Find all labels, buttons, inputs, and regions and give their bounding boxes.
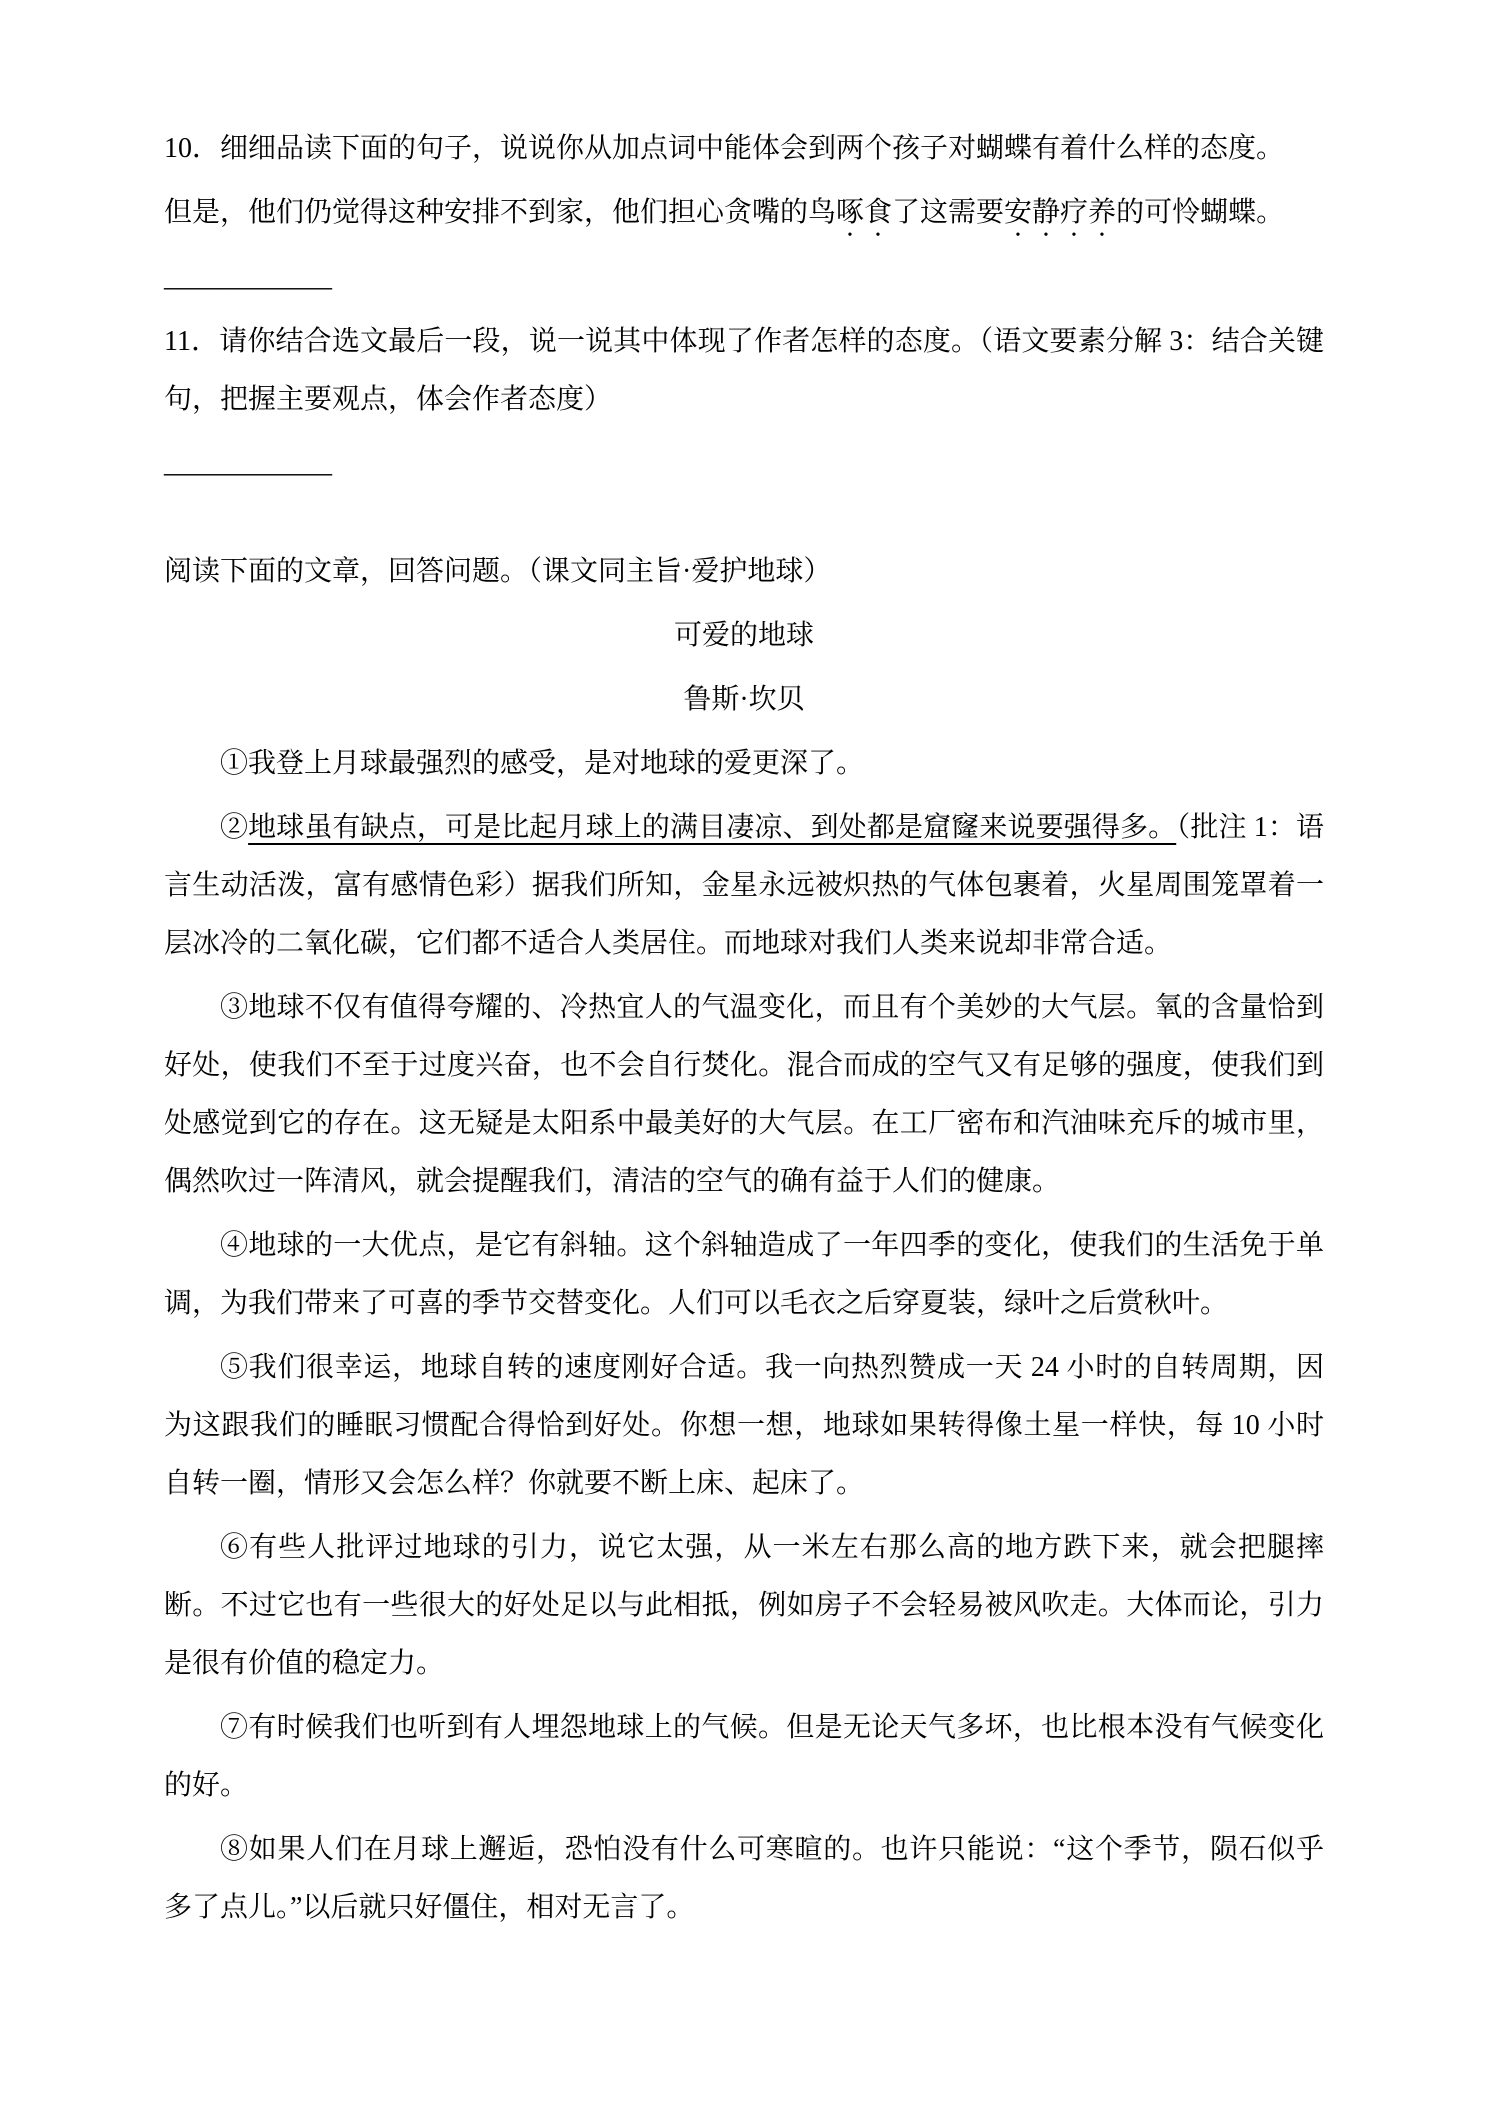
article-author-text: 鲁斯·坎贝	[683, 684, 805, 715]
q10-quote-segment-2: 了这需要	[892, 197, 1005, 228]
paragraph-5-text: ⑤我们很幸运，地球自转的速度刚好合适。我一向热烈赞成一天 24 小时的自转周期，因为这跟我们的睡眠习惯配合得恰到好处。你想一想，地球如果转得像土星一样快，每 10 小时自转一圈，情形又会怎么样？你就要不断上床、起床了。	[164, 1352, 1324, 1499]
reading-paragraph-4	[164, 1217, 1324, 1333]
question-10-quote-sentence	[164, 184, 1324, 243]
article-author	[164, 671, 1324, 729]
q10-quote-segment-3: 的可怜蝴蝶。	[1116, 197, 1285, 228]
paragraph-1-text: ①我登上月球最强烈的感受，是对地球的爱更深了。	[220, 748, 865, 779]
paragraph-4-text: ④地球的一大优点，是它有斜轴。这个斜轴造成了一年四季的变化，使我们的生活免于单调，为我们带来了可喜的季节交替变化。人们可以毛衣之后穿夏装，绿叶之后赏秋叶。	[164, 1230, 1324, 1319]
section-gap	[164, 499, 1324, 543]
reading-paragraph-3	[164, 979, 1324, 1211]
article-title	[164, 607, 1324, 665]
paragraph-8-text: ⑧如果人们在月球上邂逅，恐怕没有什么可寒暄的。也许只能说：“这个季节，陨石似乎多了点儿。”以后就只好僵住，相对无言了。	[164, 1834, 1324, 1923]
paragraph-2-body: 据我们所知，金星永远被炽热的气体包裹着，火星周围笼罩着一层冰冷的二氧化碳，它们都不适合人类居住。而地球对我们人类来说却非常合适。	[164, 870, 1324, 959]
question-11-prompt-text: 11．请你结合选文最后一段，说一说其中体现了作者怎样的态度。（语文要素分解 3：结合关键句，把握主要观点，体会作者态度）	[164, 326, 1324, 415]
reading-section-intro	[164, 543, 1324, 601]
reading-paragraph-7	[164, 1699, 1324, 1815]
q10-dotted-word-1: 啄食	[836, 197, 893, 228]
question-10-prompt-text: 10．细细品读下面的句子，说说你从加点词中能体会到两个孩子对蝴蝶有着什么样的态度。	[164, 133, 1285, 164]
paragraph-6-text: ⑥有些人批评过地球的引力，说它太强，从一米左右那么高的地方跌下来，就会把腿摔断。不过它也有一些很大的好处足以与此相抵，例如房子不会轻易被风吹走。大体而论，引力是很有价值的稳定力。	[164, 1532, 1324, 1679]
article-title-text: 可爱的地球	[673, 620, 814, 651]
paragraph-2-underlined-sentence: 地球虽有缺点，可是比起月球上的满目凄凉、到处都是窟窿来说要强得多。	[248, 812, 1177, 843]
question-11-prompt	[164, 313, 1324, 429]
reading-paragraph-5	[164, 1339, 1324, 1513]
paragraph-7-text: ⑦有时候我们也听到有人埋怨地球上的气候。但是无论天气多坏，也比根本没有气候变化的好。	[164, 1712, 1324, 1801]
paragraph-2-annotation: （批注 1：语言生动活泼，富有感情色彩）	[164, 812, 1324, 901]
reading-paragraph-2	[164, 799, 1324, 973]
reading-section-intro-text: 阅读下面的文章，回答问题。（课文同主旨·爱护地球）	[164, 556, 832, 587]
paragraph-2-marker: ②	[220, 812, 249, 843]
q10-answer-blank: ____________	[164, 262, 332, 293]
question-10-prompt	[164, 120, 1324, 178]
reading-paragraph-6	[164, 1519, 1324, 1693]
reading-paragraph-8	[164, 1821, 1324, 1937]
paragraph-3-text: ③地球不仅有值得夸耀的、冷热宜人的气温变化，而且有个美妙的大气层。氧的含量恰到好处，使我们不至于过度兴奋，也不会自行焚化。混合而成的空气又有足够的强度，使我们到处感觉到它的存在。这无疑是太阳系中最美好的大气层。在工厂密布和汽油味充斥的城市里，偶然吹过一阵清风，就会提醒我们，清洁的空气的确有益于人们的健康。	[164, 992, 1324, 1197]
q10-dotted-word-2: 安静疗养	[1004, 197, 1117, 228]
reading-paragraph-1	[164, 735, 1324, 793]
q10-quote-segment-1: 但是，他们仍觉得这种安排不到家，他们担心贪嘴的鸟	[164, 197, 837, 228]
q11-answer-blank: ____________	[164, 448, 332, 479]
